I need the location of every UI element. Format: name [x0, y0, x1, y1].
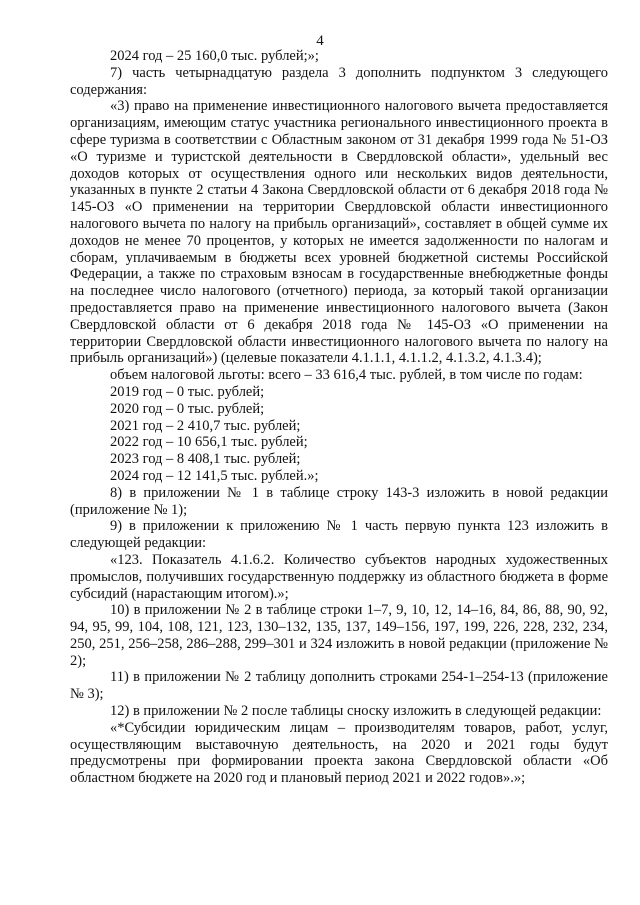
paragraph-item-11: 11) в приложении № 2 таблицу дополнить строками 254-1–254-13 (приложение № 3); — [70, 669, 608, 703]
paragraph-year-2022: 2022 год – 10 656,1 тыс. рублей; — [110, 434, 308, 451]
paragraph-item-10: 10) в приложении № 2 в таблице строки 1–7, 9, 10, 12, 14–16, 84, 86, 88, 90, 92, 94, 95, 99, 104, 108, 121, 123, 130–132, 135, 137, 149–156, 197, 199, 226, 228, 232, 234, 250, 251, 256–258, 286–288, 299–301 и 324 изложить в новой редакции (приложение № 2); — [70, 602, 608, 669]
page-number: 4 — [316, 33, 324, 49]
paragraph-item-7: 7) часть четырнадцатую раздела 3 дополнить подпунктом 3 следующего содержания: — [70, 64, 608, 98]
paragraph-year-2019: 2019 год – 0 тыс. рублей; — [110, 383, 265, 400]
paragraph-year-2024: 2024 год – 12 141,5 тыс. рублей.»; — [110, 467, 319, 484]
paragraph-2024-total: 2024 год – 25 160,0 тыс. рублей;»; — [110, 48, 319, 64]
paragraph-item-9: 9) в приложении к приложению № 1 часть первую пункта 123 изложить в следующей редакции: — [70, 518, 608, 552]
paragraph-point-123: «123. Показатель 4.1.6.2. Количество субъектов народных художественных промыслов, получивших государственную поддержку из областного бюджета в форме субсидий (нарастающим итогом).»; — [70, 551, 608, 602]
paragraph-year-2023: 2023 год – 8 408,1 тыс. рублей; — [110, 451, 301, 468]
paragraph-year-2021: 2021 год – 2 410,7 тыс. рублей; — [110, 417, 301, 434]
paragraph-item-12: 12) в приложении № 2 после таблицы сноску изложить в следующей редакции: — [110, 703, 602, 720]
paragraph-year-2020: 2020 год – 0 тыс. рублей; — [110, 400, 265, 417]
paragraph-subitem-3-text: «3) право на применение инвестиционного налогового вычета предоставляется организациям, имеющим статус участника регионального инвестиционного проекта в сфере туризма в соответствии с Областным законом от 31 декабря 1999 года № 51-ОЗ «О туризме и туристской деятельности в Свердловской области», удельный вес доходов которых от осуществления одного или нескольких видов деятельности, указанных в пункте 2 статьи 4 Закона Свердловской области от 6 декабря 2018 года № 145-ОЗ «О применении на территории Свердловской области инвестиционного налогового вычета по налогу на прибыль организаций», составляет в общей сумме их доходов не менее 70 процентов, у которых не имеется задолженности по налогам и сборам, уплачиваемым в бюджеты всех уровней бюджетной системы Российской Федерации, а также по страховым взносам в государственные внебюджетные фонды на последнее число налогового (отчетного) периода, за который такой организации предоставляется право на применение инвестиционного налогового вычета (Закон Свердловской области от 6 декабря 2018 года № 145-ОЗ «О применении на территории Свердловской области инвестиционного налогового вычета по налогу на прибыль организаций») (целевые показатели 4.1.1.1, 4.1.1.2, 4.1.3.2, 4.1.3.4); — [70, 98, 608, 367]
paragraph-footnote-text: «*Субсидии юридическим лицам – производителям товаров, работ, услуг, осуществляющим выставочную деятельность, на 2020 и 2021 годы будут предусмотрены при формировании проекта закона Свердловской области «Об областном бюджете на 2020 год и плановый период 2021 и 2022 годов».»; — [70, 719, 608, 787]
paragraph-item-8: 8) в приложении № 1 в таблице строку 143-3 изложить в новой редакции (приложение № 1); — [70, 484, 608, 518]
document-body — [70, 48, 608, 787]
paragraph-tax-relief-volume: объем налоговой льготы: всего – 33 616,4 тыс. рублей, в том числе по годам: — [110, 367, 583, 384]
